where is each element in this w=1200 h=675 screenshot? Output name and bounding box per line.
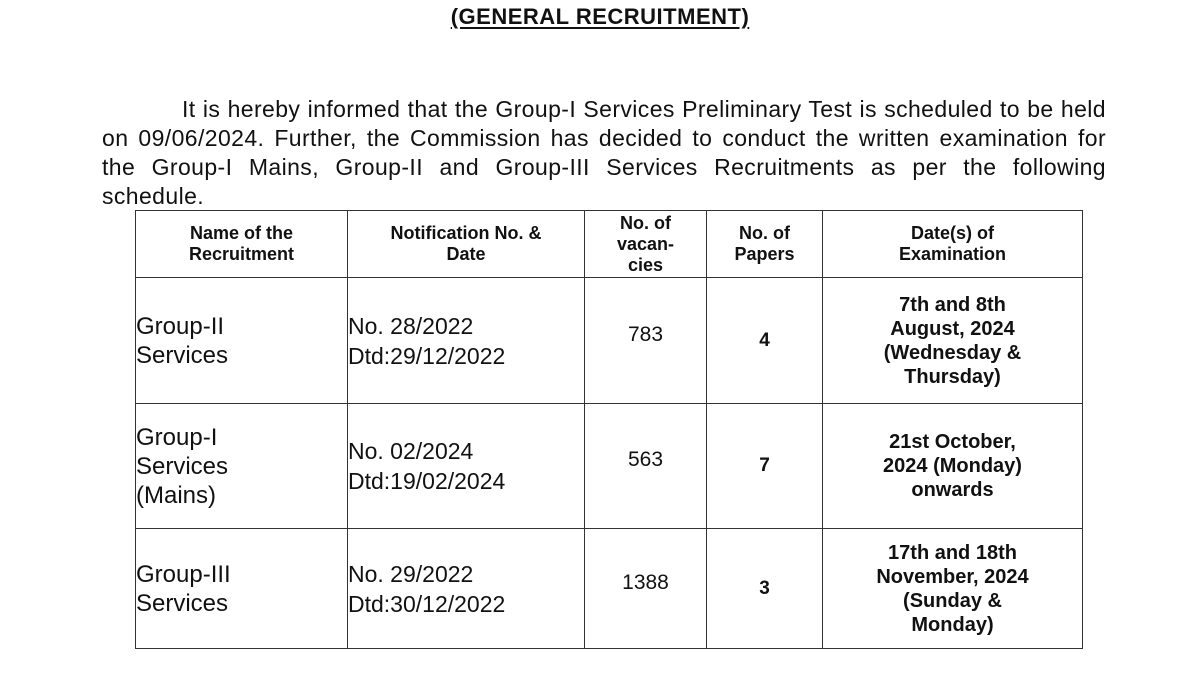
cell-text: August, 2024 (890, 317, 1015, 340)
header-text: Recruitment (188, 244, 295, 264)
cell-text: 7th and 8th (899, 293, 1006, 316)
papers-cell (707, 278, 823, 404)
header-text: Name of the (189, 223, 294, 243)
header-notification (348, 211, 585, 278)
recruitment-name-cell (136, 529, 348, 649)
header-exam-dates (823, 211, 1083, 278)
cell-text: Dtd:19/02/2024 (348, 468, 506, 494)
cell-text: 17th and 18th (888, 541, 1017, 564)
cell-text: (Mains) (136, 481, 217, 509)
header-text: Notification No. & (390, 223, 542, 243)
cell-text: 783 (627, 322, 664, 346)
papers-cell (707, 529, 823, 649)
cell-text: 21st October, (889, 431, 1016, 453)
notification-cell (348, 278, 585, 404)
cell-text: onwards (911, 479, 994, 501)
cell-text: November, 2024 (876, 565, 1029, 588)
header-text: vacan- (616, 233, 675, 254)
header-text: Papers (734, 244, 795, 264)
cell-text: Monday) (911, 613, 994, 636)
header-vacancies (585, 211, 707, 278)
cell-text: No. 02/2024 (348, 438, 474, 464)
cell-text: Group-II (136, 312, 225, 340)
notification-cell (348, 529, 585, 649)
header-text: Date(s) of (910, 223, 994, 243)
table-row (136, 404, 1083, 529)
exam-dates-cell (823, 404, 1083, 529)
cell-text: Dtd:29/12/2022 (348, 342, 506, 369)
cell-text: Dtd:30/12/2022 (348, 590, 506, 617)
header-text: No. of (739, 223, 790, 243)
cell-text: 7 (759, 455, 770, 476)
cell-text: Services (136, 341, 229, 369)
cell-text: 563 (627, 448, 664, 471)
cell-text: Services (136, 589, 229, 617)
header-papers (707, 211, 823, 278)
vacancies-cell (585, 404, 707, 529)
recruitment-name-cell (136, 404, 348, 529)
cell-text: 1388 (622, 570, 669, 594)
cell-text: Group-I (136, 423, 218, 451)
cell-text: 3 (759, 577, 770, 599)
header-text: No. of (620, 212, 671, 233)
vacancies-cell (585, 529, 707, 649)
cell-text: Group-III (136, 560, 231, 588)
exam-dates-cell (823, 529, 1083, 649)
exam-dates-cell (823, 278, 1083, 404)
header-text: cies (627, 254, 664, 275)
cell-text: (Sunday & (903, 589, 1002, 612)
document-heading: (GENERAL RECRUITMENT) (450, 4, 750, 29)
cell-text: 4 (759, 329, 770, 351)
recruitment-name-cell (136, 278, 348, 404)
cell-text: Thursday) (904, 365, 1001, 388)
header-text: Date (446, 244, 486, 264)
vacancies-cell (585, 278, 707, 404)
cell-text: (Wednesday & (883, 341, 1022, 364)
intro-paragraph: It is hereby informed that the Group-I Services Preliminary Test is scheduled to be held on 09/06/2024. Further, the Commission has decided to conduct the written examination for the Group-I Mains, Group-II and Group-III Services Recruitments as per the following schedule. (102, 96, 1106, 209)
cell-text: No. 29/2022 (348, 560, 474, 587)
cell-text: 2024 (Monday) (883, 455, 1022, 477)
papers-cell (707, 404, 823, 529)
table-row (136, 529, 1083, 649)
table-header-row (136, 211, 1083, 278)
schedule-table (135, 210, 1083, 649)
notification-cell (348, 404, 585, 529)
cell-text: Services (136, 452, 229, 480)
cell-text: No. 28/2022 (348, 312, 474, 339)
header-text: Examination (898, 244, 1007, 264)
header-recruitment-name (136, 211, 348, 278)
table-row (136, 278, 1083, 404)
